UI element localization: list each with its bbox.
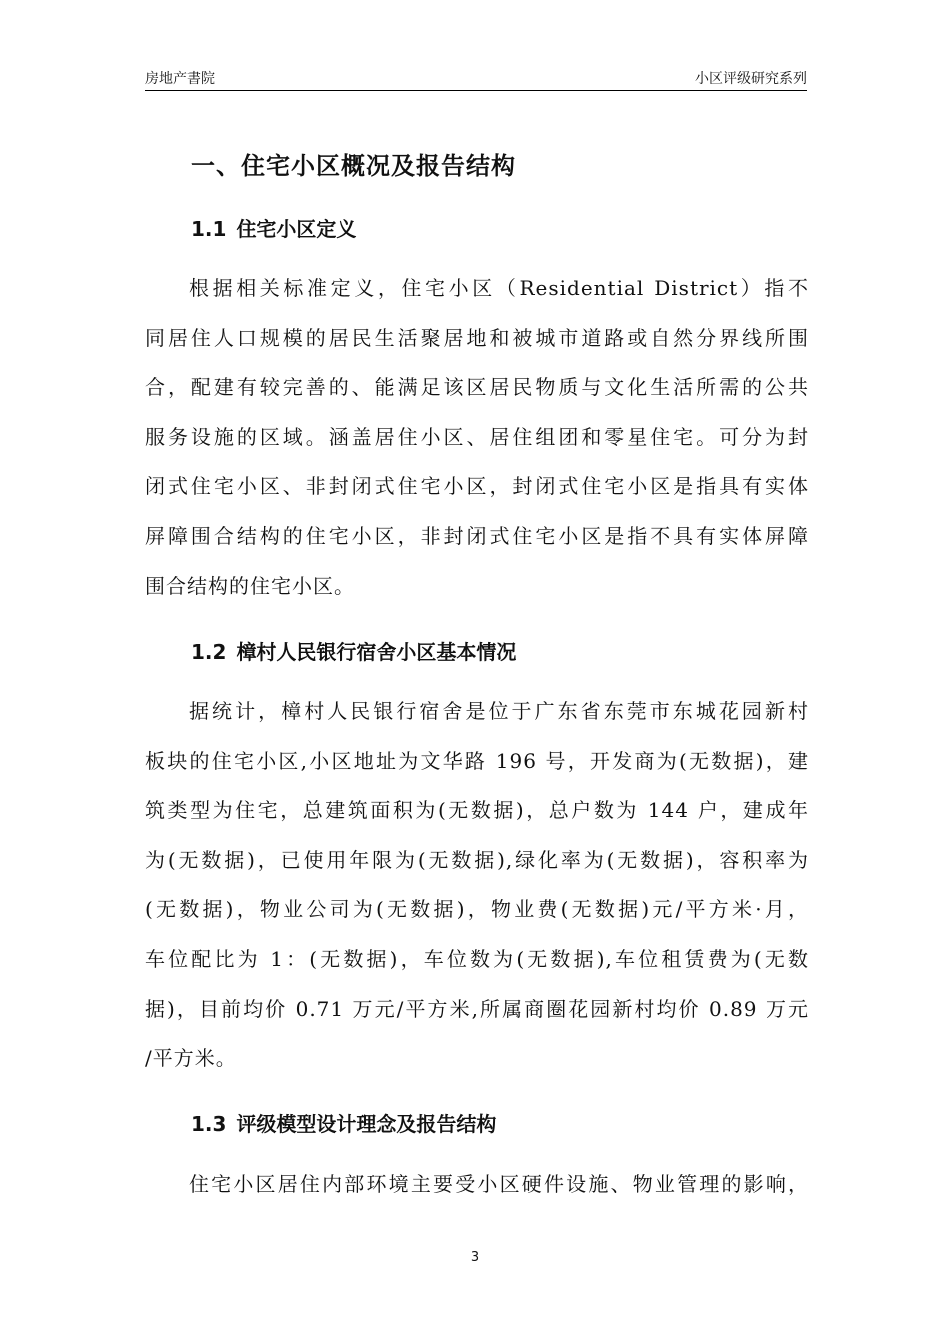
paragraph-line: (无数据)，物业公司为(无数据)，物业费(无数据)元/平方米·月， [145, 897, 809, 922]
paragraph-line: 服务设施的区域。涵盖居住小区、居住组团和零星住宅。可分为封 [145, 424, 809, 449]
section-number: 1.2 [191, 640, 227, 664]
section-heading-1-2 [191, 636, 516, 665]
paragraph-basic-info [145, 687, 809, 1084]
paragraph-line: 屏障围合结构的住宅小区，非封闭式住宅小区是指不具有实体屏障 [145, 523, 809, 548]
paragraph-model-design [145, 1160, 809, 1210]
paragraph-line: 据)，目前均价 0.71 万元/平方米,所属商圈花园新村均价 0.89 万元 [145, 996, 809, 1021]
paragraph-line: 同居住人口规模的居民生活聚居地和被城市道路或自然分界线所围 [145, 325, 809, 350]
section-heading-1-1 [191, 213, 356, 242]
paragraph-line: 合，配建有较完善的、能满足该区居民物质与文化生活所需的公共 [145, 375, 809, 400]
paragraph-line: 根据相关标准定义，住宅小区（Residential District）指不 [189, 276, 809, 300]
page-header [145, 66, 807, 91]
section-title: 评级模型设计理念及报告结构 [236, 1112, 497, 1136]
paragraph-line: 住宅小区居住内部环境主要受小区硬件设施、物业管理的影响， [189, 1172, 809, 1196]
section-heading-1-3 [191, 1108, 496, 1137]
chapter-title: 一、住宅小区概况及报告结构 [191, 152, 516, 180]
header-publisher: 房地产書院 [145, 71, 215, 87]
header-series: 小区评级研究系列 [695, 71, 807, 87]
paragraph-line: 闭式住宅小区、非封闭式住宅小区，封闭式住宅小区是指具有实体 [145, 474, 809, 499]
paragraph-line: /平方米。 [145, 1046, 237, 1071]
page-number: 3 [470, 1250, 480, 1265]
section-number: 1.3 [191, 1112, 227, 1136]
paragraph-line: 车位配比为 1：(无数据)，车位数为(无数据),车位租赁费为(无数 [145, 946, 809, 971]
section-title: 樟村人民银行宿舍小区基本情况 [236, 640, 517, 664]
paragraph-line: 筑类型为住宅，总建筑面积为(无数据)，总户数为 144 户，建成年 [145, 798, 809, 823]
paragraph-line: 围合结构的住宅小区。 [145, 573, 355, 598]
paragraph-line: 板块的住宅小区,小区地址为文华路 196 号，开发商为(无数据)，建 [145, 748, 809, 773]
paragraph-line: 为(无数据)，已使用年限为(无数据),绿化率为(无数据)，容积率为 [145, 847, 809, 872]
section-title: 住宅小区定义 [236, 217, 357, 241]
section-number: 1.1 [191, 217, 227, 241]
paragraph-definition [145, 264, 809, 611]
paragraph-line: 据统计，樟村人民银行宿舍是位于广东省东莞市东城花园新村 [189, 699, 809, 723]
